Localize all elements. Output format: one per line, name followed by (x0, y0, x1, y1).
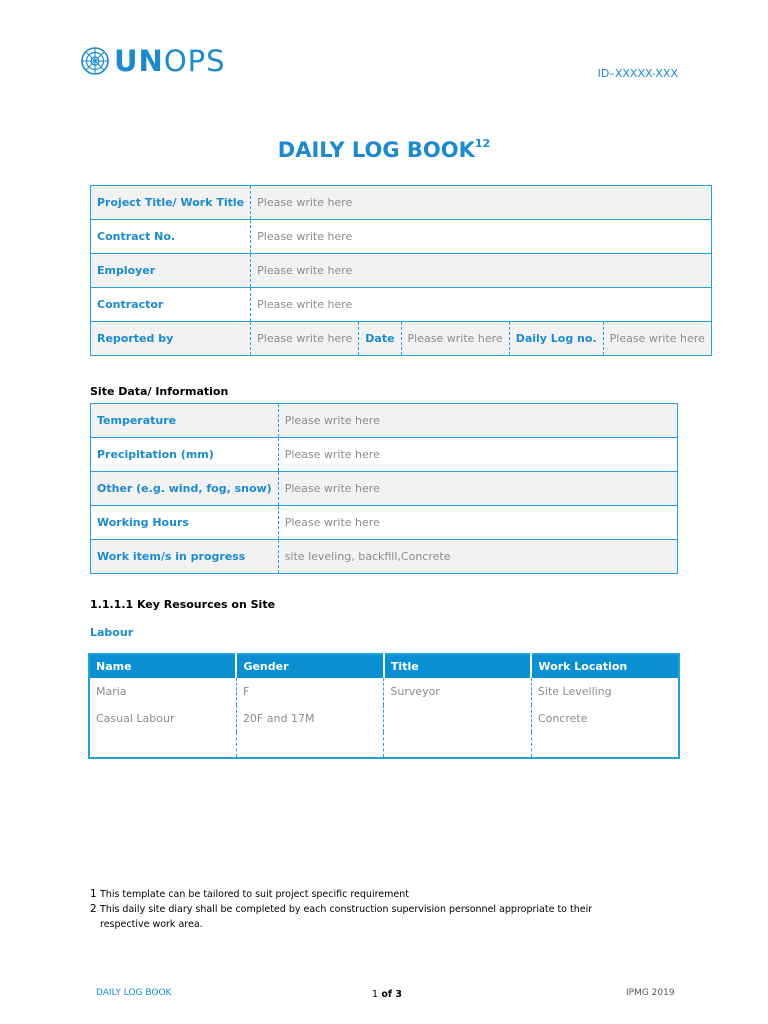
daily-log-no-label: Daily Log no. (509, 322, 603, 356)
other-weather-label: Other (e.g. wind, fog, snow) (91, 472, 279, 506)
cell-gender[interactable] (236, 732, 383, 758)
reported-by-label: Reported by (91, 322, 251, 356)
row-work-items (91, 540, 678, 574)
footnotes (90, 887, 640, 932)
precipitation-label: Precipitation (mm) (91, 438, 279, 472)
table-row (89, 732, 679, 758)
column-header-gender: Gender (236, 654, 383, 678)
project-title-label: Project Title/ Work Title (91, 186, 251, 220)
row-employer (91, 254, 712, 288)
cell-name[interactable]: Casual Labour (96, 712, 175, 725)
column-header-work-location: Work Location (531, 654, 679, 678)
contract-no-field[interactable]: Please write here (251, 220, 712, 254)
row-contract-no (91, 220, 712, 254)
page-title: DAILY LOG BOOK$^{12}$ (277, 137, 491, 162)
cell-work-location[interactable] (531, 732, 679, 758)
other-weather-field[interactable]: Please write here (278, 472, 677, 506)
table-row (89, 678, 679, 705)
footnote-ref: 12 (474, 137, 491, 150)
footnote-1 (90, 887, 640, 902)
labour-header-row (89, 654, 679, 678)
footer-document-name: DAILY LOG BOOK (96, 988, 172, 998)
project-info-table (90, 185, 712, 356)
row-contractor (91, 288, 712, 322)
working-hours-label: Working Hours (91, 506, 279, 540)
cell-gender[interactable]: 20F and 17M (236, 705, 383, 732)
table-row (89, 705, 679, 732)
working-hours-field[interactable]: Please write here (278, 506, 677, 540)
row-project-title (91, 186, 712, 220)
work-items-field[interactable]: site leveling, backfill,Concrete (278, 540, 677, 574)
employer-field[interactable]: Please write here (251, 254, 712, 288)
row-reported-by (91, 322, 712, 356)
row-working-hours (91, 506, 678, 540)
labour-subheading: Labour (90, 626, 134, 639)
unops-logo (80, 45, 226, 77)
contractor-label: Contractor (91, 288, 251, 322)
footnote-text: This template can be tailored to suit project specific requirement (100, 889, 409, 900)
site-data-heading: Site Data/ Information (90, 385, 229, 398)
column-header-title: Title (384, 654, 532, 678)
un-emblem-icon (80, 46, 110, 76)
key-resources-heading: 1.1.1.1 Key Resources on Site (90, 598, 276, 611)
cell-title[interactable]: Surveyor (384, 678, 532, 705)
contract-no-label: Contract No. (91, 220, 251, 254)
employer-label: Employer (91, 254, 251, 288)
precipitation-field[interactable]: Please write here (278, 438, 677, 472)
cell-name[interactable]: Maria (96, 685, 127, 698)
work-items-label: Work item/s in progress (91, 540, 279, 574)
contractor-field[interactable]: Please write here (251, 288, 712, 322)
cell-work-location[interactable]: Site Levelling (531, 678, 679, 705)
footnote-2 (90, 902, 640, 932)
date-field[interactable]: Please write here (401, 322, 509, 356)
daily-log-no-field[interactable]: Please write here (603, 322, 711, 356)
temperature-label: Temperature (91, 404, 279, 438)
date-label: Date (359, 322, 401, 356)
footnote-number: 1 (90, 888, 97, 900)
cell-title[interactable] (384, 705, 532, 732)
footer-version: IPMG 2019 (626, 988, 675, 998)
temperature-field[interactable]: Please write here (278, 404, 677, 438)
project-title-field[interactable]: Please write here (251, 186, 712, 220)
cell-work-location[interactable]: Concrete (531, 705, 679, 732)
row-other-weather (91, 472, 678, 506)
footnote-number: 2 (90, 903, 97, 915)
cell-name[interactable] (89, 732, 236, 758)
footnote-text: This daily site diary shall be completed by each construction supervision personnel appropriate to their respective work area. (100, 904, 593, 930)
reported-by-field[interactable]: Please write here (251, 322, 359, 356)
page-number: 1 of 3 (372, 989, 402, 1000)
site-data-table (90, 403, 678, 574)
column-header-name: Name (89, 654, 236, 678)
row-precipitation (91, 438, 678, 472)
cell-gender[interactable]: F (236, 678, 383, 705)
row-temperature (91, 404, 678, 438)
cell-title[interactable] (384, 732, 532, 758)
labour-table (88, 653, 680, 759)
logo-wordmark: UNOPS (114, 44, 226, 78)
document-id: ID–XXXXX-XXX (597, 67, 678, 80)
